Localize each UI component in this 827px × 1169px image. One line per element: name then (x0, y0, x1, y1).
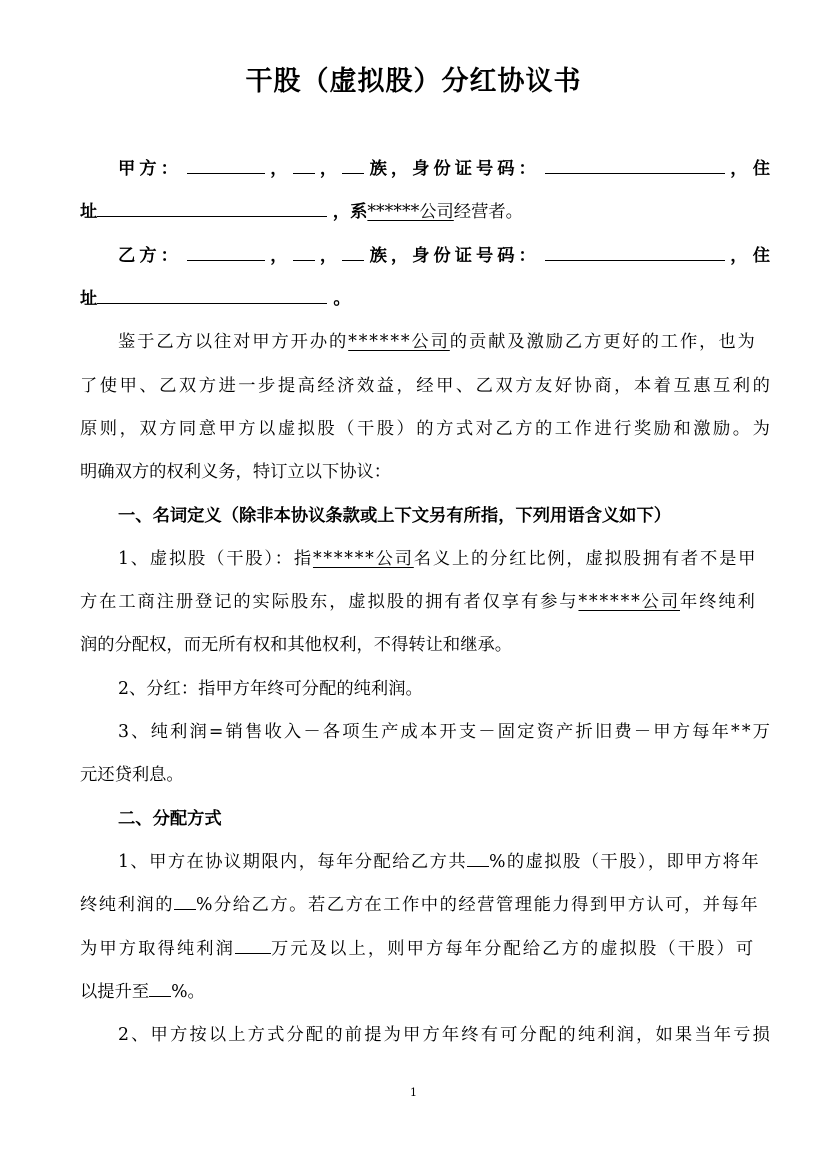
party-a-gender-blank[interactable] (293, 155, 315, 174)
section-1-item-2: 2、分红：指甲方年终可分配的纯利润。 (118, 679, 423, 699)
party-a-line-1 (118, 155, 770, 183)
party-a-ethnicity-blank[interactable] (342, 155, 364, 174)
para-1-text-2: %的虚拟股（干股），即甲方将年 (489, 852, 761, 872)
preamble-line-1 (118, 328, 770, 356)
party-b-id-blank[interactable] (545, 242, 725, 261)
party-b-line-1 (118, 242, 770, 270)
para-1-text: 1、甲方在协议期限内，每年分配给乙方共 (118, 852, 468, 872)
profit-amount-blank[interactable] (235, 935, 271, 954)
preamble-company: ******公司 (348, 332, 450, 352)
section-1-heading: 一、名词定义（除非本协议条款或上下文另有所指，下列用语含义如下） (118, 506, 672, 526)
para-1-text-8: %。 (171, 982, 205, 1002)
section-2-heading: 二、分配方式 (118, 809, 222, 829)
party-b-comma-3: ， (730, 246, 748, 266)
item-1-text: 1、虚拟股（干股）：指 (118, 549, 313, 569)
document-title: 干股（虚拟股）分红协议书 (245, 66, 582, 97)
section-1-item-1-line-3: 润的分配权，而无所有权和其他权利，不得转让和继承。 (80, 635, 513, 655)
share-percent-blank[interactable] (467, 848, 489, 867)
preamble-line-4: 明确双方的权利义务，特订立以下协议： (80, 462, 392, 482)
section-1-item-3-line-2: 元还贷利息。 (80, 765, 184, 785)
party-a-ethnicity-label: 族，身份证号码： (369, 159, 540, 179)
party-b-comma: ， (270, 246, 288, 266)
party-b-label: 乙方： (118, 246, 182, 266)
party-a-relation-suffix: 经营者。 (453, 202, 523, 222)
party-b-end: 。 (333, 289, 351, 309)
section-1-item-3-line-1: 3、纯利润=销售收入－各项生产成本开支－固定资产折旧费－甲方每年**万 (118, 722, 773, 742)
party-a-comma-3: ， (730, 159, 748, 179)
party-a-id-blank[interactable] (545, 155, 725, 174)
para-1-text-4: %分给乙方。若乙方在工作中的经营管理能力得到甲方认可，并每年 (196, 895, 760, 915)
party-b-line-2 (80, 285, 770, 313)
section-1-item-1-line-2 (80, 588, 770, 616)
item-1-text-4: 年终纯利 (680, 592, 757, 612)
profit-percent-blank[interactable] (174, 891, 196, 910)
party-a-company: ******公司 (367, 202, 454, 222)
party-a-live-label: 住 (752, 159, 770, 179)
party-b-name-blank[interactable] (187, 242, 265, 261)
party-b-address-blank[interactable] (97, 285, 327, 304)
page-number: 1 (410, 1086, 417, 1099)
para-1-text-3: 终纯利润的 (80, 895, 175, 915)
party-a-comma-2: ， (319, 159, 338, 179)
section-2-para-1-line-4 (80, 978, 770, 1006)
section-2-para-2-line-1: 2、甲方按以上方式分配的前提为甲方年终有可分配的纯利润，如果当年亏损 (118, 1025, 773, 1045)
party-a-relation-prefix: ，系 (332, 202, 368, 222)
para-1-text-6: 万元及以上，则甲方每年分配给乙方的虚拟股（干股）可 (270, 939, 756, 959)
section-2-para-1-line-1 (118, 848, 770, 876)
party-b-ethnicity-label: 族，身份证号码： (369, 246, 540, 266)
section-2-para-1-line-2 (80, 891, 770, 919)
party-a-address-blank[interactable] (97, 198, 327, 217)
party-a-line-2 (80, 198, 770, 226)
party-a-label: 甲方： (118, 159, 182, 179)
section-2-para-1-line-3 (80, 935, 770, 963)
para-1-text-5: 为甲方取得纯利润 (80, 939, 235, 959)
item-1-company: ******公司 (312, 549, 414, 569)
party-a-comma: ， (270, 159, 288, 179)
party-b-gender-blank[interactable] (293, 242, 315, 261)
party-b-live-label: 住 (752, 246, 770, 266)
party-a-name-blank[interactable] (187, 155, 265, 174)
party-b-comma-2: ， (319, 246, 338, 266)
party-b-ethnicity-blank[interactable] (342, 242, 364, 261)
preamble-text-2: 的贡献及激励乙方更好的工作，也为 (449, 332, 757, 352)
section-1-item-1-line-1 (118, 545, 770, 573)
preamble-line-3: 原则，双方同意甲方以虚拟股（干股）的方式对乙方的工作进行奖励和激励。为 (80, 419, 773, 439)
party-b-address-label: 址 (80, 289, 98, 309)
item-1-company-2: ******公司 (578, 592, 680, 612)
item-1-text-2: 名义上的分红比例，虚拟股拥有者不是甲 (413, 549, 758, 569)
preamble-line-2: 了使甲、乙双方进一步提高经济效益，经甲、乙双方友好协商，本着互惠互利的 (80, 376, 773, 396)
party-a-address-label: 址 (80, 202, 98, 222)
item-1-text-3: 方在工商注册登记的实际股东，虚拟股的拥有者仅享有参与 (80, 592, 579, 612)
para-1-text-7: 以提升至 (80, 982, 150, 1002)
raised-percent-blank[interactable] (149, 978, 171, 997)
preamble-text: 鉴于乙方以往对甲方开办的 (118, 332, 349, 352)
